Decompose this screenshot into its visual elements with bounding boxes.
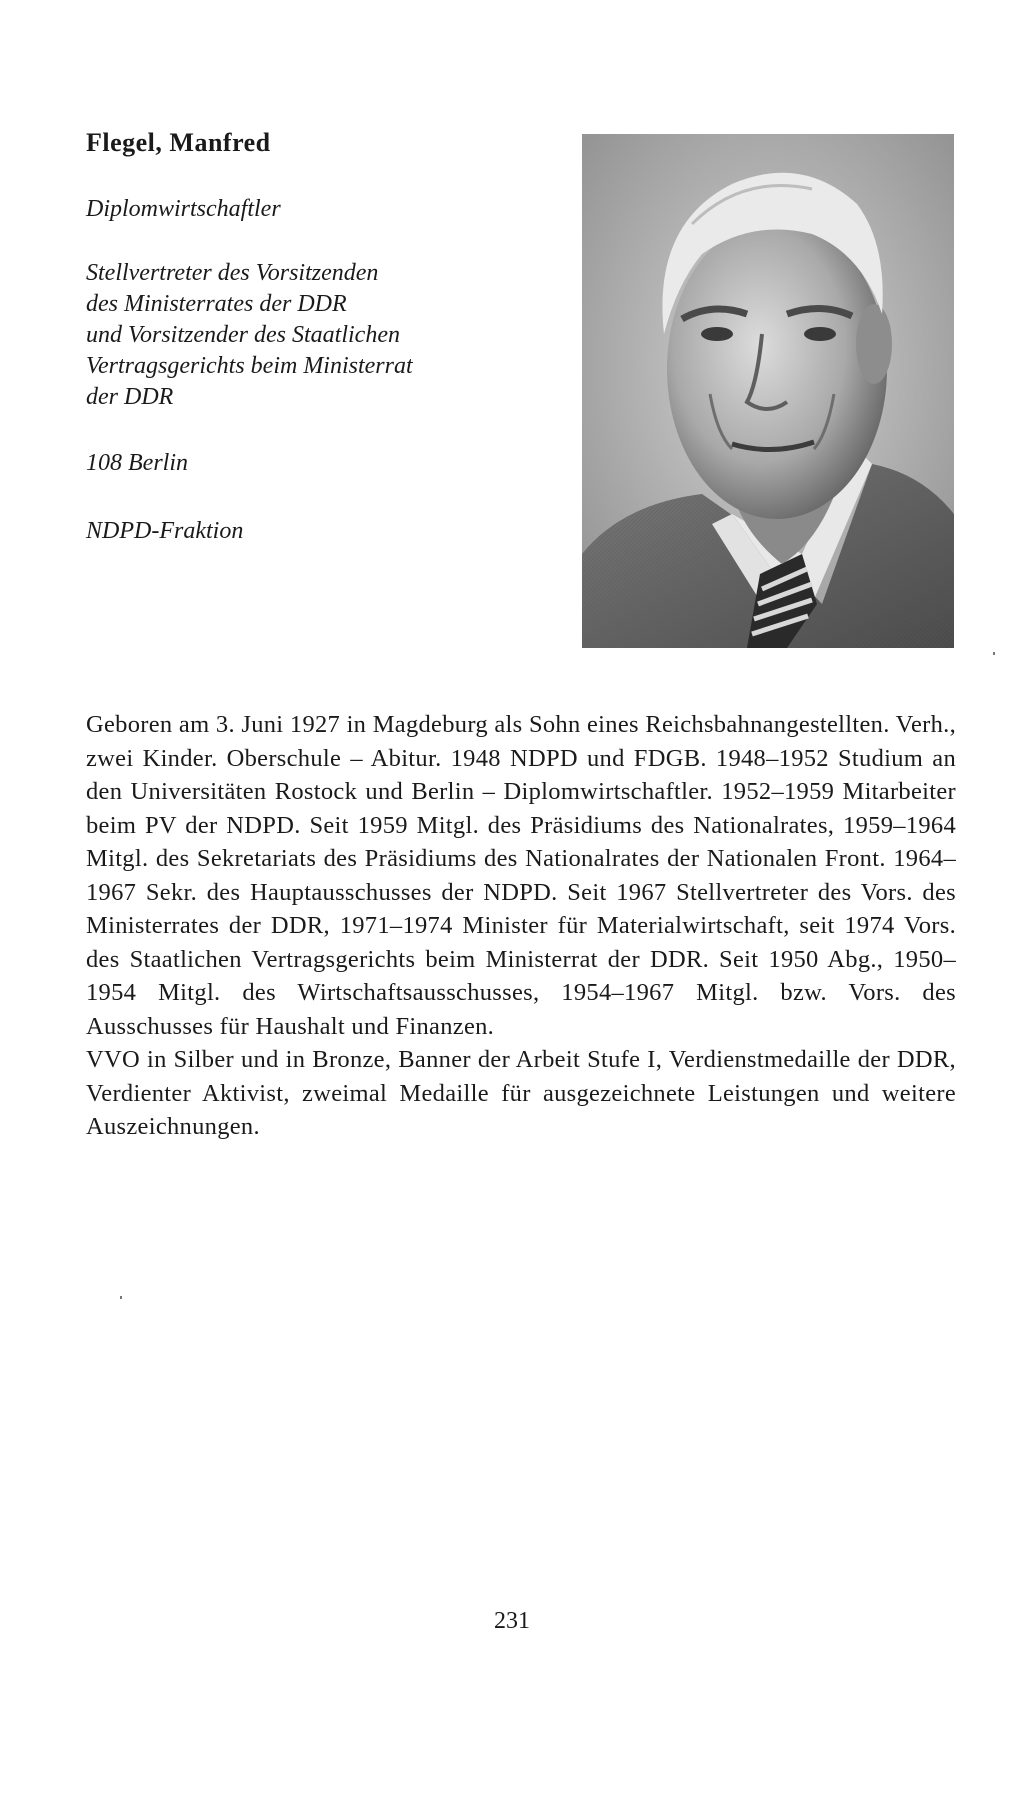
page-number: 231 bbox=[494, 1608, 530, 1634]
position-line: und Vorsitzender des Staatlichen bbox=[86, 322, 400, 348]
person-name: Flegel, Manfred bbox=[86, 128, 271, 157]
address: 108 Berlin bbox=[86, 450, 188, 476]
scan-speck bbox=[993, 652, 995, 655]
position-line: Vertragsgerichts beim Ministerrat bbox=[86, 353, 413, 379]
position-line: der DDR bbox=[86, 384, 174, 410]
portrait-photo bbox=[582, 134, 954, 648]
faction: NDPD-Fraktion bbox=[86, 518, 244, 544]
biography bbox=[86, 708, 956, 1144]
biography-career: Geboren am 3. Juni 1927 in Magdeburg als Sohn eines Reichsbahnangestellten. Verh., zwei Kinder. Oberschule – Abitur. 1948 NDPD und FDGB. 1948–1952 Studium an den Universitäten Rostock und Berlin – Diplomwirtschaftler. 1952–1959 Mitarbeiter beim PV der NDPD. Seit 1959 Mitgl. des Präsidiums des Nationalrates, 1959–1964 Mitgl. des Sekretariats des Präsidiums des Nationalrates der Nationalen Front. 1964–1967 Sekr. des Hauptausschusses der NDPD. Seit 1967 Stellvertreter des Vors. des Ministerrates der DDR, 1971–1974 Minister für Materialwirtschaft, seit 1974 Vors. des Staatlichen Vertragsgerichts beim Ministerrat der DDR. Seit 1950 Abg., 1950–1954 Mitgl. des Wirtschaftsausschusses, 1954–1967 Mitgl. bzw. Vors. des Ausschusses für Haushalt und Finanzen. bbox=[86, 711, 956, 1040]
position-line: des Ministerrates der DDR bbox=[86, 291, 347, 317]
position-line: Stellvertreter des Vorsitzenden bbox=[86, 260, 379, 286]
scan-speck bbox=[120, 1296, 122, 1299]
position-title bbox=[86, 258, 413, 413]
biography-awards: VVO in Silber und in Bronze, Banner der Arbeit Stufe I, Verdienstmedaille der DDR, Verdienter Aktivist, zweimal Medaille für ausgezeichnete Leistungen und weitere Auszeichnungen. bbox=[86, 1046, 956, 1140]
profession: Diplomwirtschaftler bbox=[86, 196, 281, 222]
